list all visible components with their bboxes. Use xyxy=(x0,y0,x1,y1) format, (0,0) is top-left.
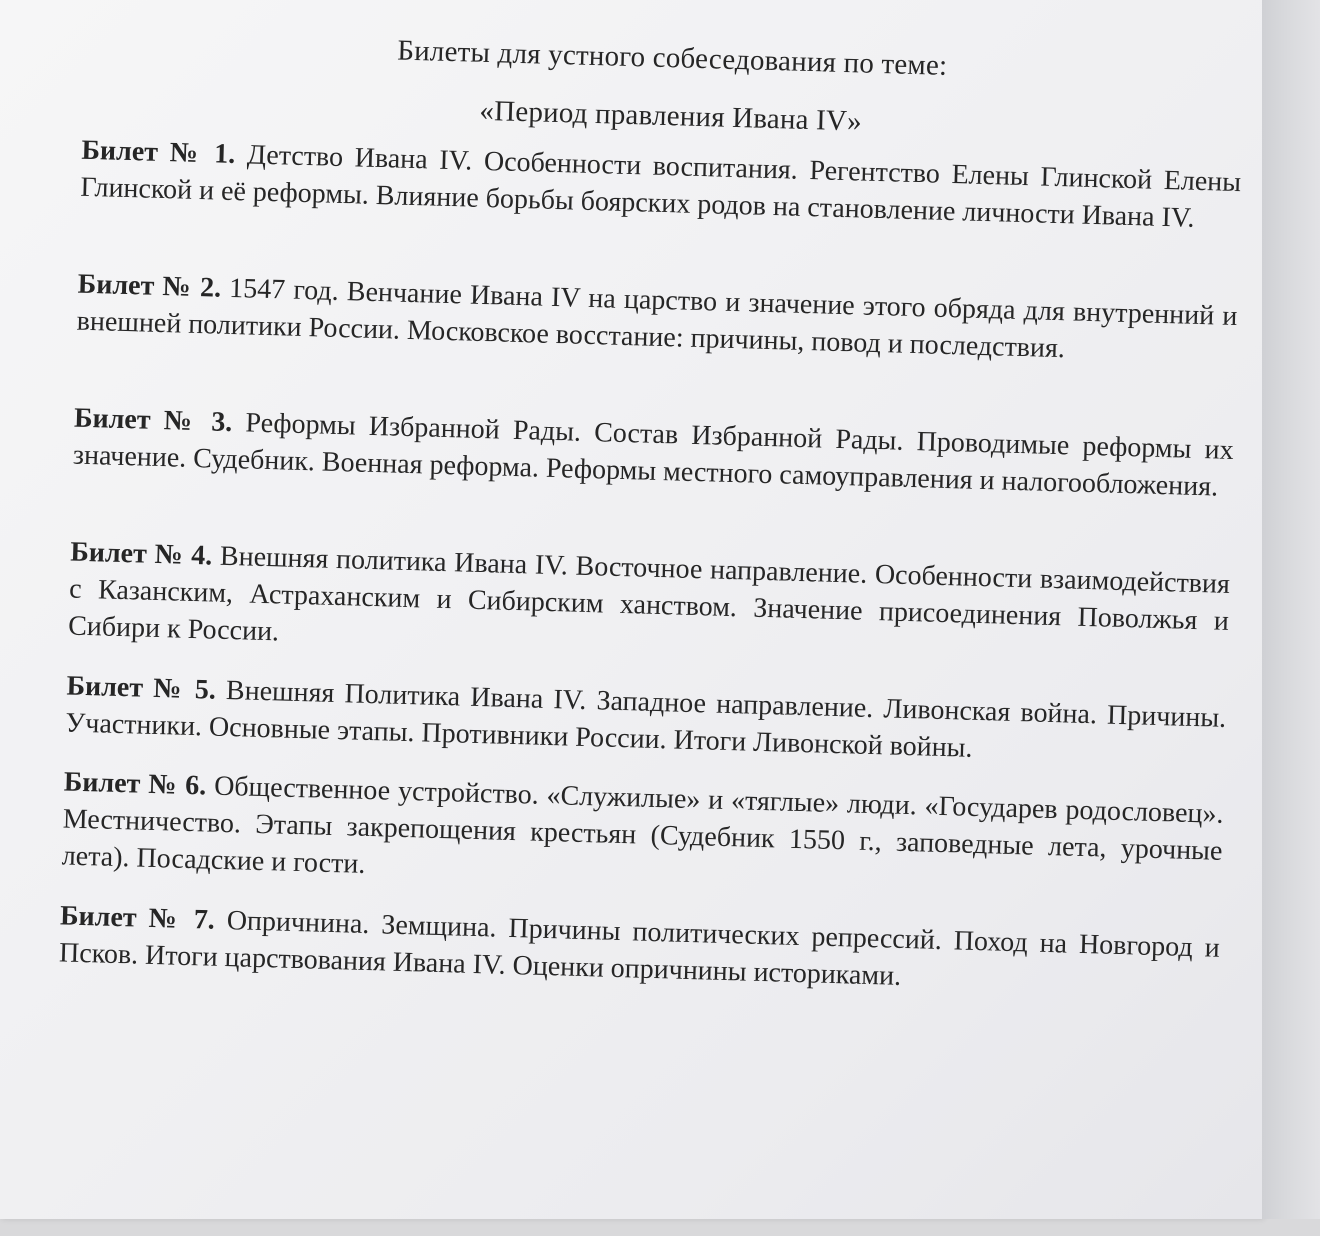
ticket-6-label: Билет № 6. xyxy=(63,766,207,802)
ticket-4-text: Внешняя политика Ивана IV. Восточное направление. Особенности взаимодействия с Казанским, Астраханским и Сибирским ханством. Значение присоединения Поволжья и Сибири к России. xyxy=(67,540,1231,648)
document-subtitle: «Период правления Ивана IV» xyxy=(479,94,863,138)
ticket-6-text: Общественное устройство. «Служилые» и «тяглые» люди. «Государев родословец». Местничество. Этапы закрепощения крестьян (Судебник 1550 г., заповедные лета, урочные лета). Посадские и гости. xyxy=(61,770,1224,880)
ticket-3-label: Билет № 3. xyxy=(73,402,233,439)
ticket-4 xyxy=(68,534,1231,677)
document-title: Билеты для устного собеседования по теме: xyxy=(396,34,948,82)
ticket-1-label: Билет № 1. xyxy=(81,134,236,170)
ticket-2 xyxy=(76,266,1238,372)
ticket-5 xyxy=(65,668,1227,774)
ticket-7 xyxy=(59,897,1221,1003)
ticket-3 xyxy=(73,400,1235,506)
ticket-7-text: Опричнина. Земщина. Причины политических репрессий. Поход на Новгород и Псков. Итоги царствования Ивана IV. Оценки опричнины историками. xyxy=(58,905,1221,992)
ticket-1-text: Детство Ивана IV. Особенности воспитания. Регентство Елены Глинской Елены Глинской и её реформы. Влияние борьбы боярских родов на становление личности Ивана IV. xyxy=(80,139,1242,234)
ticket-5-label: Билет № 5. xyxy=(66,670,217,706)
ticket-4-label: Билет № 4. xyxy=(69,536,213,572)
ticket-7-label: Билет № 7. xyxy=(59,900,216,936)
ticket-6 xyxy=(61,763,1224,906)
ticket-2-label: Билет № 2. xyxy=(77,268,222,304)
ticket-2-text: 1547 год. Венчание Ивана IV на царство и значение этого обряда для внутренний и внешней политики России. Московское восстание: причины, повод и последствия. xyxy=(76,272,1238,365)
ticket-1 xyxy=(80,132,1242,238)
ticket-5-text: Внешняя Политика Ивана IV. Западное направление. Ливонская война. Причины. Участники. Основные этапы. Противники России. Итоги Ливонской войны. xyxy=(65,674,1227,764)
ticket-3-text: Реформы Избранной Рады. Состав Избранной Рады. Проводимые реформы их значение. Судебник. Военная реформа. Реформы местного самоуправления и налогообложения. xyxy=(72,407,1235,503)
